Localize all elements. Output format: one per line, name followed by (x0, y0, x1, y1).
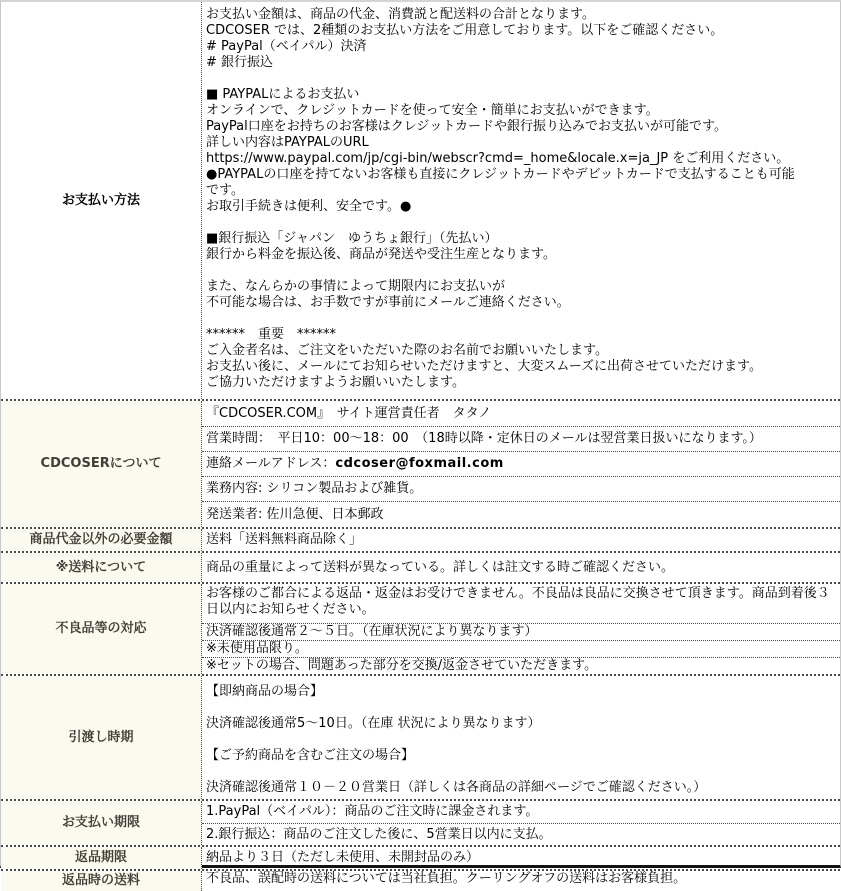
row-label-payment-deadline: お支払い期限 (1, 801, 202, 845)
business-description-line: 業務内容: シリコン製品および雑貨。 (202, 476, 840, 501)
table-row-payment-deadline (1, 799, 840, 845)
unused-only-line: ※未使用品限り。 (202, 640, 840, 657)
row-label-return-deadline: 返品期限 (1, 847, 202, 869)
row-label-defective-items: 不良品等の対応 (1, 584, 202, 674)
payment-deadline-subrows (202, 801, 840, 845)
row-content-return-shipping-cost: 不良品、誤配時の送料については当社負担。クーリングオフの送料はお客様負担。 (206, 871, 687, 886)
row-label-return-shipping-cost: 返品時の送料 (1, 871, 202, 891)
contact-email-line (202, 451, 840, 476)
business-hours-line: 営業時間： 平日10：00～18：00 （18時以降・定休日のメールは翌営業日扱いになります。） (202, 426, 840, 451)
shipping-carrier-line: 発送業者: 佐川急便、日本郵政 (202, 501, 840, 527)
row-label-about-cdcoser: CDCOSERについて (1, 401, 202, 527)
table-row-return-deadline (1, 845, 840, 869)
site-operator-line: 『CDCOSER.COM』 サイト運営責任者 タタノ (206, 405, 492, 421)
row-content-delivery-time: 【即納商品の場合】 決済確認後通常5～10日。（在庫 状況により異なります） 【ご予約商品を含むご注文の場合】 決済確認後通常１０－２０営業日（詳しくは各商品の詳細ページでご確認ください。） (206, 684, 707, 795)
table-row-payment-method (1, 2, 840, 399)
table-row-delivery-time (1, 674, 840, 799)
bank-transfer-deadline-line: 2.銀行振込：商品のご注文した後に、5営業日以内に支払。 (202, 823, 840, 845)
table-row-return-shipping-cost (1, 869, 840, 891)
row-content-shipping-note: 商品の重量によって送料が異なっている。詳しくは註文する時ご確認ください。 (206, 559, 675, 575)
row-label-payment-method: お支払い方法 (1, 2, 202, 399)
set-exchange-line: ※セットの場合、問題あった部分を交換/返金させていただきます。 (202, 657, 840, 674)
contact-email-label: 連絡メールアドレス： (206, 456, 336, 471)
row-label-delivery-time: 引渡し時期 (1, 676, 202, 799)
paypal-deadline-line: 1.PayPal（ベイパル）：商品のご注文時に課金されます。 (206, 804, 539, 819)
about-cdcoser-subrows (202, 401, 840, 527)
row-label-extra-fees: 商品代金以外の必要金額 (1, 529, 202, 551)
table-row-extra-fees (1, 527, 840, 551)
row-content-extra-fees: 送料「送料無料商品除く」 (206, 532, 363, 547)
contact-email: cdcoser@foxmail.com (335, 456, 504, 471)
row-content-payment-method: お支払い金額は、商品の代金、消費説と配送料の合計となります。 CDCOSER では、2種類のお支払い方法をご用意しております。以下をご確認ください。 # PayPal（ベイパル）決済 # 銀行振込 ■ PAYPALによるお支払い オンラインで、クレジットカードを使って安全・簡単にお支払いができます。 PayPal口座をお持ちのお客様はクレジットカードや銀行振り込みでお支払いが可能です。 詳しい内容はPAYPALのURL https://www.paypal.com/jp/cgi-bin/webscr?cmd=_home&locale.x=ja_JP をご利用ください。 ●PAYPALの口座を持てないお客様も直接にクレジットカードやデビットカードで支払することも可能 です。 お取引手続きは便利、安全です。● ■銀行振込「ジャパン ゆうちょ銀行」（先払い） 銀行から料金を振込後、商品が発送や受注生産となります。 また、なんらかの事情によって期限内にお支払いが 不可能な場合は、お手数ですが事前にメールご連絡ください。 ****** 重要 ****** ご入金者名は、ご注文をいただいた際のお名前でお願いいたします。 お支払い後に、メールにてお知らせいただけますと、大変スムーズに出荷させていただけます。 ご協力いただけますようお願いいたします。 (206, 7, 795, 390)
exchange-lead-time-line: 決済確認後通常２～５日。（在庫状況により異なります） (202, 623, 840, 640)
table-row-defective-items (1, 582, 840, 674)
row-content-return-deadline: 納品より３日（ただし未使用、未開封品のみ） (206, 850, 480, 865)
table-row-about-cdcoser (1, 399, 840, 527)
defective-items-subrows (202, 584, 840, 674)
table-row-shipping-note (1, 551, 840, 582)
return-policy-line: お客様のご都合による返品・返金はお受けできません。不良品は良品に交換させて頂きます。商品到着後３日以内にお知らせください。 (206, 586, 830, 617)
row-label-shipping-note: ※送料について (1, 553, 202, 582)
